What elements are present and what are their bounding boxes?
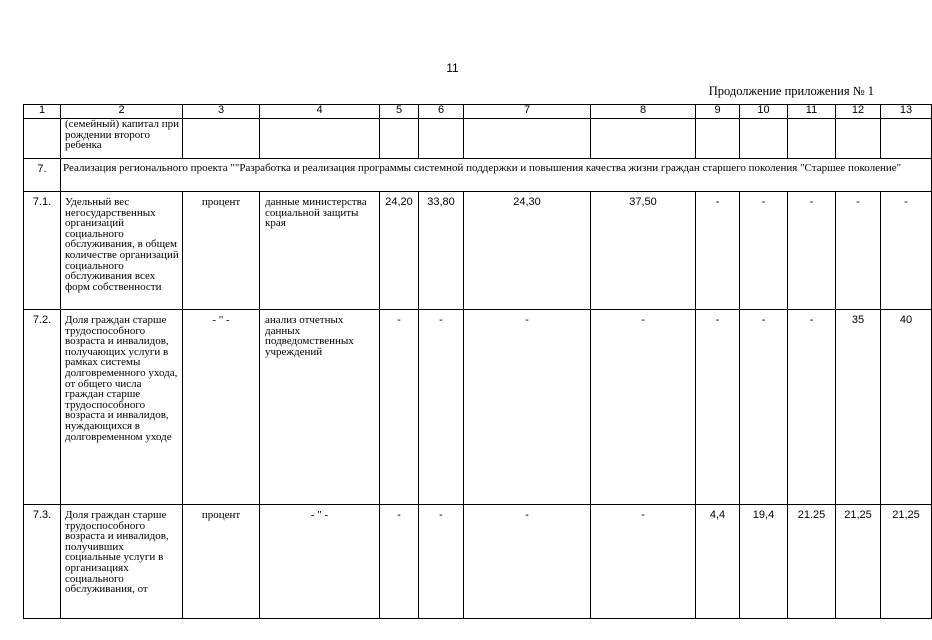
value-cell: [696, 119, 740, 159]
table-row: [24, 192, 932, 310]
table-row: [24, 505, 932, 619]
value-cell: 35: [836, 310, 881, 505]
section-row: [24, 159, 932, 192]
value-cell: 21.25: [788, 505, 836, 619]
header-cell: 10: [740, 105, 788, 119]
value-cell: -: [380, 310, 419, 505]
value-cell: -: [788, 310, 836, 505]
header-cell: 8: [591, 105, 696, 119]
header-cell: 4: [260, 105, 380, 119]
source-cell: - " -: [260, 505, 380, 619]
value-cell: [380, 119, 419, 159]
value-cell: -: [464, 505, 591, 619]
value-cell: -: [881, 192, 932, 310]
row-number-cell: [24, 119, 61, 159]
value-cell: [591, 119, 696, 159]
header-cell: 9: [696, 105, 740, 119]
indicator-name-cell: (семейный) капитал при рождении второго ребенка: [61, 119, 183, 159]
row-number-cell: 7.1.: [24, 192, 61, 310]
page-number: 11: [446, 61, 459, 75]
indicator-name-cell: Удельный вес негосударственных организаций социального обслуживания, в общем количестве организаций социального обслуживания всех форм собственности: [61, 192, 183, 310]
value-cell: -: [591, 310, 696, 505]
row-number-cell: 7.3.: [24, 505, 61, 619]
value-cell: -: [696, 310, 740, 505]
header-cell: 12: [836, 105, 881, 119]
value-cell: [464, 119, 591, 159]
value-cell: 4,4: [696, 505, 740, 619]
header-cell: 1: [24, 105, 61, 119]
header-cell: 6: [419, 105, 464, 119]
header-cell: 7: [464, 105, 591, 119]
value-cell: 24,20: [380, 192, 419, 310]
value-cell: -: [419, 310, 464, 505]
value-cell: -: [740, 192, 788, 310]
value-cell: 37,50: [591, 192, 696, 310]
header-cell: 13: [881, 105, 932, 119]
unit-cell: процент: [183, 505, 260, 619]
value-cell: [740, 119, 788, 159]
source-cell: анализ отчетных данных подведомственных учреждений: [260, 310, 380, 505]
unit-cell: процент: [183, 192, 260, 310]
value-cell: [881, 119, 932, 159]
source-cell: данные министерства социальной защиты края: [260, 192, 380, 310]
unit-cell: [183, 119, 260, 159]
value-cell: 24,30: [464, 192, 591, 310]
value-cell: -: [591, 505, 696, 619]
table-row: [24, 310, 932, 505]
unit-cell: - " -: [183, 310, 260, 505]
value-cell: -: [464, 310, 591, 505]
section-title-cell: Реализация регионального проекта ""Разработка и реализация программы системной поддержки и повышения качества жизни граждан старшего поколения "Старшее поколение": [61, 159, 932, 192]
value-cell: -: [419, 505, 464, 619]
table-row: [24, 119, 932, 159]
header-cell: 2: [61, 105, 183, 119]
header-cell: 5: [380, 105, 419, 119]
value-cell: [419, 119, 464, 159]
header-cell: 11: [788, 105, 836, 119]
header-cell: 3: [183, 105, 260, 119]
value-cell: 21,25: [836, 505, 881, 619]
value-cell: -: [696, 192, 740, 310]
appendix-continuation-label: Продолжение приложения № 1: [708, 84, 874, 98]
indicator-name-cell: Доля граждан старше трудоспособного возраста и инвалидов, получающих услуги в рамках системы долговременного ухода, от общего числа граждан старше трудоспособного возраста и инвалидов, нуждающихся в долговременном уходе: [61, 310, 183, 505]
indicators-table: [23, 104, 932, 619]
indicator-name-cell: Доля граждан старше трудоспособного возраста и инвалидов, получивших социальные услуги в организациях социального обслуживания, от: [61, 505, 183, 619]
source-cell: [260, 119, 380, 159]
value-cell: [788, 119, 836, 159]
value-cell: -: [380, 505, 419, 619]
value-cell: 33,80: [419, 192, 464, 310]
value-cell: 21,25: [881, 505, 932, 619]
row-number-cell: 7.: [24, 159, 61, 192]
value-cell: 40: [881, 310, 932, 505]
value-cell: [836, 119, 881, 159]
value-cell: -: [740, 310, 788, 505]
column-number-header-row: [24, 105, 932, 119]
value-cell: -: [836, 192, 881, 310]
value-cell: -: [788, 192, 836, 310]
row-number-cell: 7.2.: [24, 310, 61, 505]
value-cell: 19,4: [740, 505, 788, 619]
